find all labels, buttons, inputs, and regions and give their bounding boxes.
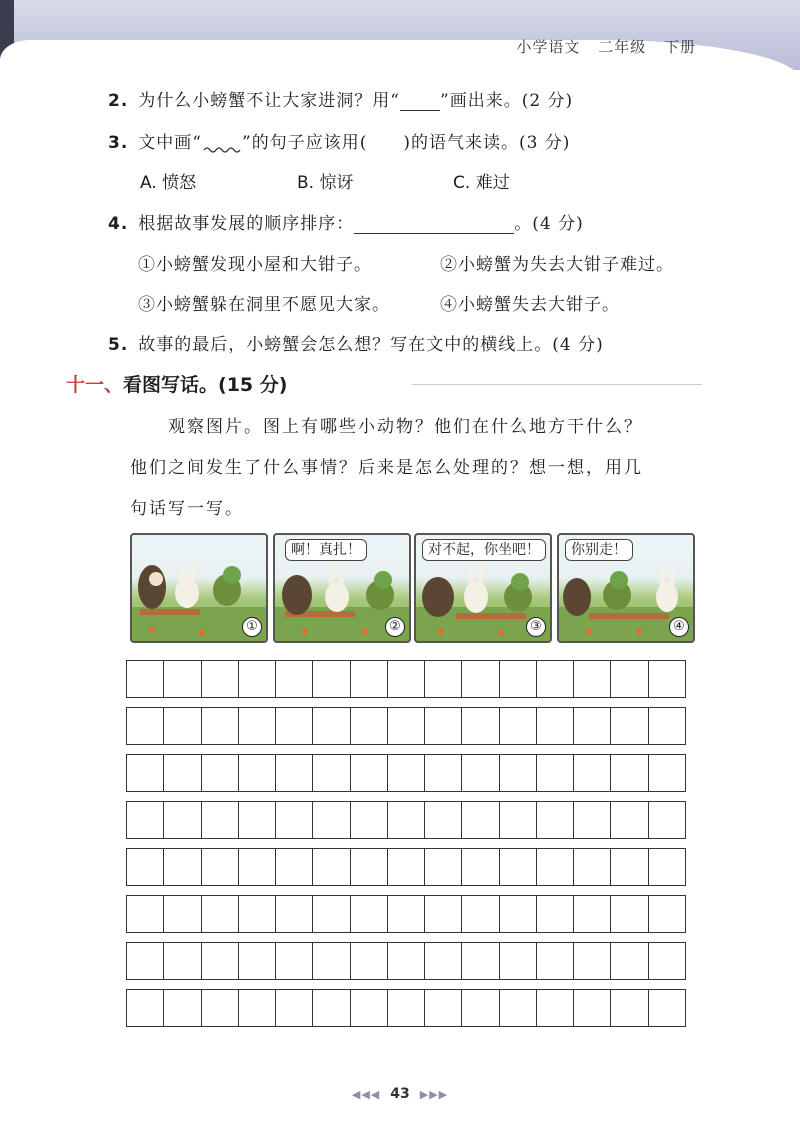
wavy-line-icon bbox=[202, 139, 242, 153]
grid-cell[interactable] bbox=[276, 990, 313, 1026]
grid-cell[interactable] bbox=[276, 943, 313, 979]
grid-cell[interactable] bbox=[239, 802, 276, 838]
grid-cell[interactable] bbox=[127, 708, 164, 744]
grid-cell[interactable] bbox=[574, 755, 611, 791]
grid-cell[interactable] bbox=[351, 849, 388, 885]
grid-cell[interactable] bbox=[388, 708, 425, 744]
grid-cell[interactable] bbox=[313, 802, 350, 838]
question-text-end: ”画出来。(2 分) bbox=[440, 91, 574, 111]
grid-cell[interactable] bbox=[537, 943, 574, 979]
grid-cell[interactable] bbox=[611, 990, 648, 1026]
grid-cell[interactable] bbox=[500, 990, 537, 1026]
answer-blank[interactable] bbox=[354, 213, 514, 234]
grid-cell[interactable] bbox=[276, 802, 313, 838]
grid-cell[interactable] bbox=[574, 802, 611, 838]
section-divider bbox=[412, 384, 702, 385]
grid-cell[interactable] bbox=[202, 708, 239, 744]
question-text-end: 。(4 分) bbox=[514, 214, 584, 234]
question-text: 故事的最后，小螃蟹会怎么想？写在文中的横线上。(4 分) bbox=[138, 335, 604, 355]
question-text: 根据故事发展的顺序排序： bbox=[138, 214, 355, 234]
grid-cell[interactable] bbox=[388, 896, 425, 932]
option-a[interactable]: A. 愤怒 bbox=[140, 173, 197, 193]
order-item-2: ②小螃蟹为失去大钳子难过。 bbox=[440, 255, 674, 275]
grid-cell[interactable] bbox=[127, 990, 164, 1026]
grid-cell[interactable] bbox=[649, 849, 685, 885]
grid-cell[interactable] bbox=[127, 802, 164, 838]
panel-number: ③ bbox=[526, 617, 546, 637]
grid-cell[interactable] bbox=[500, 708, 537, 744]
grid-row bbox=[126, 707, 686, 745]
option-c[interactable]: C. 难过 bbox=[453, 173, 510, 193]
grid-cell[interactable] bbox=[537, 849, 574, 885]
grid-cell[interactable] bbox=[164, 896, 201, 932]
header-info bbox=[516, 36, 696, 57]
grid-cell[interactable] bbox=[127, 896, 164, 932]
grid-cell[interactable] bbox=[537, 802, 574, 838]
grid-cell[interactable] bbox=[276, 849, 313, 885]
speech-bubble: 你别走！ bbox=[565, 539, 633, 561]
grid-cell[interactable] bbox=[202, 802, 239, 838]
grid-cell[interactable] bbox=[388, 802, 425, 838]
grid-cell[interactable] bbox=[351, 708, 388, 744]
grid-cell[interactable] bbox=[202, 943, 239, 979]
grid-cell[interactable] bbox=[500, 849, 537, 885]
grid-cell[interactable] bbox=[649, 708, 685, 744]
grid-cell[interactable] bbox=[388, 943, 425, 979]
question-text-end: ”的句子应该用( )的语气来读。(3 分) bbox=[242, 133, 571, 153]
header-term: 下册 bbox=[663, 38, 696, 56]
grid-cell[interactable] bbox=[313, 896, 350, 932]
question-number: 2. bbox=[108, 91, 129, 111]
question-2 bbox=[108, 86, 573, 111]
grid-cell[interactable] bbox=[537, 661, 574, 697]
grid-cell[interactable] bbox=[388, 849, 425, 885]
question-text: 文中画“ bbox=[138, 133, 202, 153]
grid-cell[interactable] bbox=[164, 849, 201, 885]
order-item-1: ①小螃蟹发现小屋和大钳子。 bbox=[138, 255, 372, 275]
grid-cell[interactable] bbox=[388, 661, 425, 697]
grid-cell[interactable] bbox=[202, 661, 239, 697]
grid-row bbox=[126, 801, 686, 839]
grid-cell[interactable] bbox=[462, 661, 499, 697]
grid-cell[interactable] bbox=[388, 755, 425, 791]
grid-cell[interactable] bbox=[649, 802, 685, 838]
grid-cell[interactable] bbox=[462, 755, 499, 791]
panel-number: ④ bbox=[669, 617, 689, 637]
question-text: 为什么小螃蟹不让大家进洞？用“ bbox=[138, 91, 400, 111]
prev-arrows-icon: ◀◀◀ bbox=[351, 1088, 381, 1101]
instruction-line-3: 句话写一写。 bbox=[130, 499, 244, 519]
grid-cell[interactable] bbox=[202, 755, 239, 791]
grid-cell[interactable] bbox=[425, 802, 462, 838]
order-item-4: ④小螃蟹失去大钳子。 bbox=[440, 295, 620, 315]
grid-cell[interactable] bbox=[574, 943, 611, 979]
grid-cell[interactable] bbox=[649, 896, 685, 932]
writing-grid[interactable] bbox=[126, 660, 686, 1036]
grid-cell[interactable] bbox=[239, 849, 276, 885]
section-label: 看图写话。(15 分) bbox=[123, 374, 288, 396]
grid-cell[interactable] bbox=[537, 990, 574, 1026]
grid-cell[interactable] bbox=[425, 990, 462, 1026]
grid-cell[interactable] bbox=[425, 661, 462, 697]
grid-cell[interactable] bbox=[649, 943, 685, 979]
header-grade: 二年级 bbox=[598, 38, 647, 56]
question-3 bbox=[108, 128, 570, 153]
grid-cell[interactable] bbox=[574, 990, 611, 1026]
grid-cell[interactable] bbox=[649, 661, 685, 697]
page-footer bbox=[0, 1086, 800, 1102]
grid-cell[interactable] bbox=[425, 896, 462, 932]
grid-row bbox=[126, 754, 686, 792]
grid-cell[interactable] bbox=[649, 755, 685, 791]
grid-cell[interactable] bbox=[462, 943, 499, 979]
grid-cell[interactable] bbox=[500, 661, 537, 697]
option-b[interactable]: B. 惊讶 bbox=[297, 173, 354, 193]
grid-cell[interactable] bbox=[611, 802, 648, 838]
grid-cell[interactable] bbox=[239, 943, 276, 979]
grid-cell[interactable] bbox=[127, 943, 164, 979]
panel-number: ① bbox=[242, 617, 262, 637]
grid-cell[interactable] bbox=[202, 896, 239, 932]
grid-cell[interactable] bbox=[351, 802, 388, 838]
grid-cell[interactable] bbox=[537, 896, 574, 932]
grid-cell[interactable] bbox=[425, 708, 462, 744]
comic-panel-4 bbox=[557, 533, 695, 643]
grid-cell[interactable] bbox=[164, 990, 201, 1026]
grid-cell[interactable] bbox=[500, 943, 537, 979]
grid-cell[interactable] bbox=[351, 661, 388, 697]
grid-cell[interactable] bbox=[611, 755, 648, 791]
grid-cell[interactable] bbox=[313, 755, 350, 791]
grid-cell[interactable] bbox=[202, 849, 239, 885]
comic-panel-3 bbox=[414, 533, 552, 643]
grid-row bbox=[126, 895, 686, 933]
header-subject: 小学语文 bbox=[516, 38, 581, 56]
grid-cell[interactable] bbox=[611, 943, 648, 979]
speech-bubble: 啊！真扎！ bbox=[285, 539, 367, 561]
instruction-line-1: 观察图片。图上有哪些小动物？他们在什么地方干什么？ bbox=[168, 417, 643, 437]
underline-blank bbox=[400, 90, 440, 111]
grid-cell[interactable] bbox=[351, 896, 388, 932]
grid-cell[interactable] bbox=[276, 661, 313, 697]
grid-cell[interactable] bbox=[611, 896, 648, 932]
grid-cell[interactable] bbox=[127, 755, 164, 791]
grid-cell[interactable] bbox=[313, 661, 350, 697]
question-4 bbox=[108, 209, 584, 234]
next-arrows-icon: ▶▶▶ bbox=[419, 1088, 449, 1101]
grid-cell[interactable] bbox=[239, 708, 276, 744]
grid-cell[interactable] bbox=[164, 943, 201, 979]
grid-row bbox=[126, 848, 686, 886]
grid-cell[interactable] bbox=[574, 661, 611, 697]
grid-cell[interactable] bbox=[313, 943, 350, 979]
grid-cell[interactable] bbox=[574, 708, 611, 744]
panel-number: ② bbox=[385, 617, 405, 637]
page-number: 43 bbox=[390, 1086, 410, 1102]
order-item-3: ③小螃蟹躲在洞里不愿见大家。 bbox=[138, 295, 390, 315]
grid-cell[interactable] bbox=[351, 943, 388, 979]
grid-cell[interactable] bbox=[164, 661, 201, 697]
grid-cell[interactable] bbox=[351, 755, 388, 791]
grid-cell[interactable] bbox=[425, 943, 462, 979]
grid-cell[interactable] bbox=[425, 755, 462, 791]
grid-cell[interactable] bbox=[351, 990, 388, 1026]
comic-panel-1 bbox=[130, 533, 268, 643]
section-title bbox=[66, 370, 287, 397]
grid-cell[interactable] bbox=[611, 661, 648, 697]
grid-cell[interactable] bbox=[500, 896, 537, 932]
grid-cell[interactable] bbox=[462, 802, 499, 838]
grid-cell[interactable] bbox=[611, 708, 648, 744]
comic-panel-2 bbox=[273, 533, 411, 643]
grid-cell[interactable] bbox=[276, 755, 313, 791]
grid-cell[interactable] bbox=[164, 755, 201, 791]
grid-cell[interactable] bbox=[202, 990, 239, 1026]
grid-cell[interactable] bbox=[239, 896, 276, 932]
question-5 bbox=[108, 330, 604, 355]
grid-cell[interactable] bbox=[388, 990, 425, 1026]
grid-cell[interactable] bbox=[611, 849, 648, 885]
grid-cell[interactable] bbox=[574, 896, 611, 932]
grid-cell[interactable] bbox=[239, 755, 276, 791]
grid-cell[interactable] bbox=[649, 990, 685, 1026]
grid-cell[interactable] bbox=[276, 896, 313, 932]
grid-cell[interactable] bbox=[313, 990, 350, 1026]
grid-cell[interactable] bbox=[276, 708, 313, 744]
grid-cell[interactable] bbox=[462, 849, 499, 885]
grid-row bbox=[126, 989, 686, 1027]
grid-cell[interactable] bbox=[239, 990, 276, 1026]
grid-cell[interactable] bbox=[500, 755, 537, 791]
grid-cell[interactable] bbox=[462, 896, 499, 932]
grid-cell[interactable] bbox=[164, 802, 201, 838]
grid-cell[interactable] bbox=[462, 708, 499, 744]
grid-cell[interactable] bbox=[127, 849, 164, 885]
grid-cell[interactable] bbox=[313, 708, 350, 744]
grid-cell[interactable] bbox=[164, 708, 201, 744]
instruction-line-2: 他们之间发生了什么事情？后来是怎么处理的？想一想，用几 bbox=[130, 458, 643, 478]
grid-cell[interactable] bbox=[462, 990, 499, 1026]
grid-cell[interactable] bbox=[500, 802, 537, 838]
grid-cell[interactable] bbox=[127, 661, 164, 697]
section-number: 十一、 bbox=[66, 374, 124, 396]
grid-cell[interactable] bbox=[239, 661, 276, 697]
question-number: 4. bbox=[108, 214, 129, 234]
grid-cell[interactable] bbox=[537, 708, 574, 744]
question-number: 3. bbox=[108, 133, 129, 153]
grid-cell[interactable] bbox=[313, 849, 350, 885]
grid-row bbox=[126, 660, 686, 698]
grid-cell[interactable] bbox=[425, 849, 462, 885]
grid-row bbox=[126, 942, 686, 980]
grid-cell[interactable] bbox=[574, 849, 611, 885]
grid-cell[interactable] bbox=[537, 755, 574, 791]
speech-bubble: 对不起，你坐吧！ bbox=[422, 539, 546, 561]
question-number: 5. bbox=[108, 335, 129, 355]
